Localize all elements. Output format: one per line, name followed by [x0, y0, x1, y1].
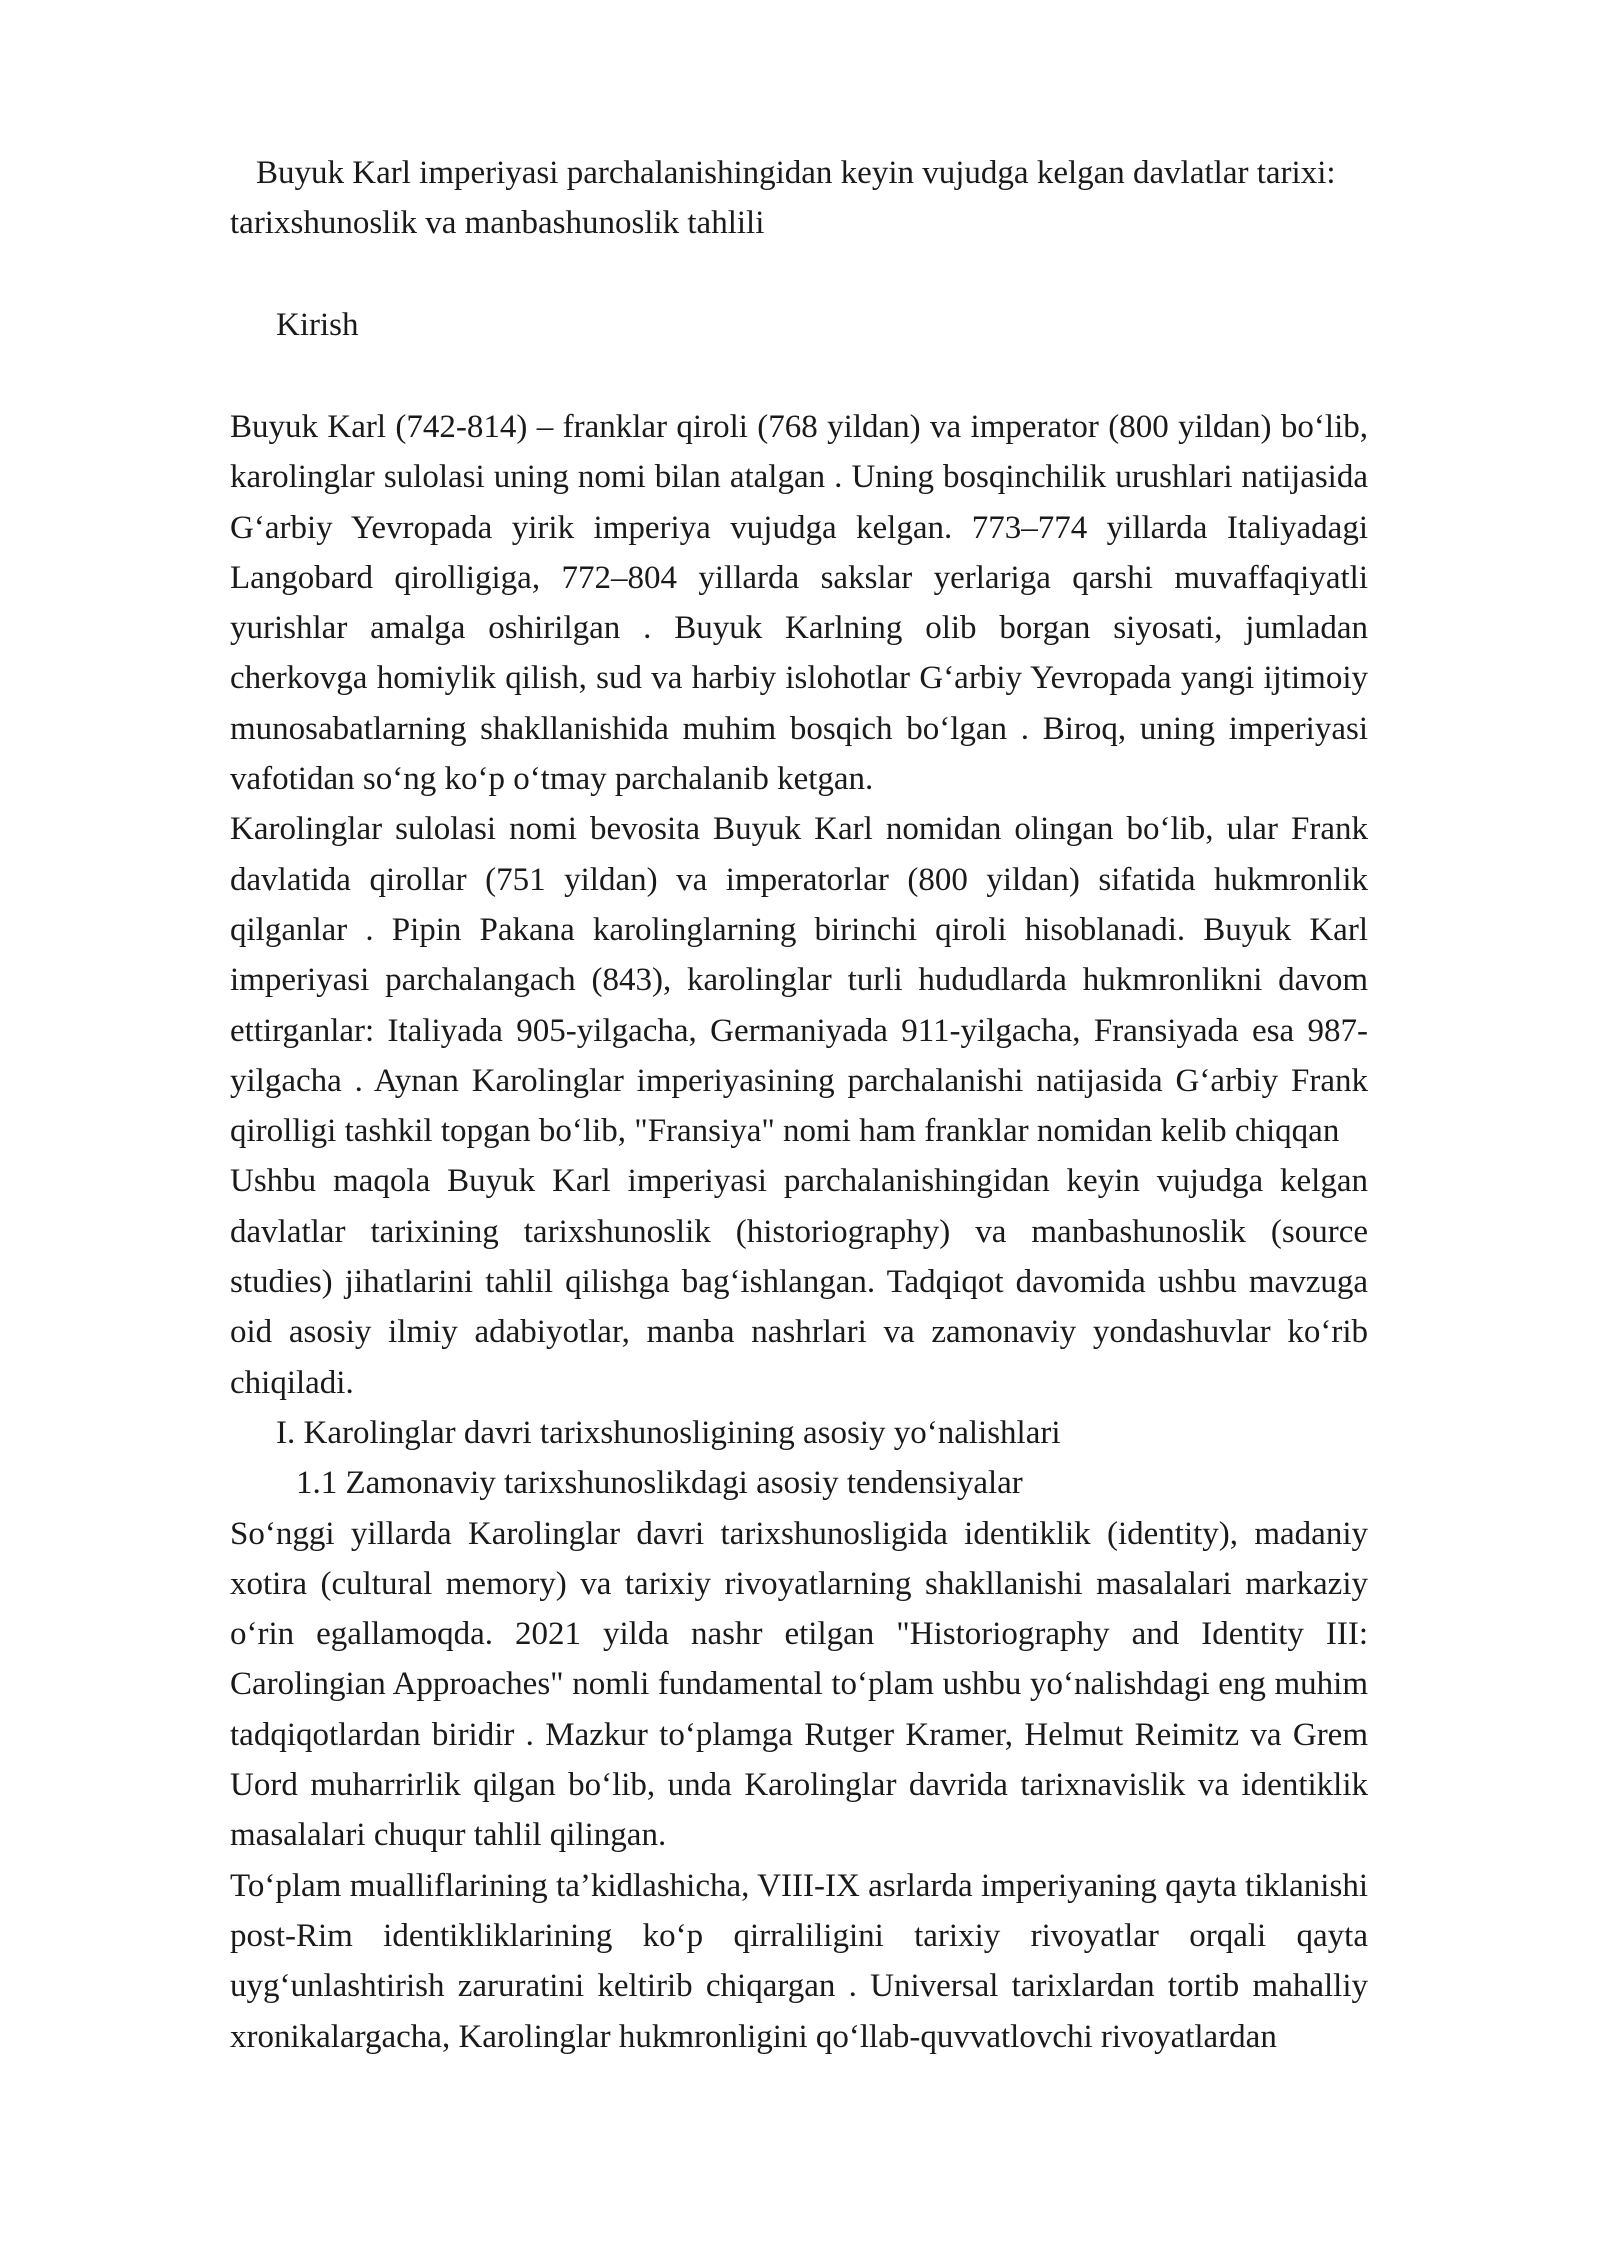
paragraph-2: Karolinglar sulolasi nomi bevosita Buyuk Karl nomidan olingan bo‘lib, ular Frank davlatida qirollar (751 yildan) va imperatorlar (800 yildan) sifatida hukmronlik qilganlar . Pipin Pakana karolinglarning birinchi qiroli hisoblanadi. Buyuk Karl imperiyasi parchalangach (843), karolinglar turli hududlarda hukmronlikni davom ettirganlar: Italiyada 905-yilgacha, Germaniyada 911-yilgacha, Fransiyada esa 987-yilgacha . Aynan Karolinglar imperiyasining parchalanishi natijasida G‘arbiy Frank qirolligi tashkil topgan bo‘lib, "Fransiya" nomi ham franklar nomidan kelib chiqqan	[230, 811, 1368, 1150]
paragraph-1: Buyuk Karl (742-814) – franklar qiroli (768 yildan) va imperator (800 yildan) bo‘lib, karolinglar sulolasi uning nomi bilan atalgan . Uning bosqinchilik urushlari natijasida G‘arbiy Yevropada yirik imperiya vujudga kelgan. 773–774 yillarda Italiyadagi Langobard qirolligiga, 772–804 yillarda sakslar yerlariga qarshi muvaffaqiyatli yurishlar amalga oshirilgan . Buyuk Karlning olib borgan siyosati, jumladan cherkovga homiylik qilish, sud va harbiy islohotlar G‘arbiy Yevropada yangi ijtimoiy munosabatlarning shakllanishida muhim bosqich bo‘lgan . Biroq, uning imperiyasi vafotidan so‘ng ko‘p o‘tmay parchalanib ketgan.	[230, 409, 1368, 798]
document-body	[230, 402, 1368, 2062]
section-heading: I. Karolinglar davri tarixshunosligining asosiy yo‘nalishlari	[276, 1414, 1061, 1451]
paragraph-3: Ushbu maqola Buyuk Karl imperiyasi parchalanishingidan keyin vujudga kelgan davlatlar tarixining tarixshunoslik (historiography) va manbashunoslik (source studies) jihatlarini tahlil qilishga bag‘ishlangan. Tadqiqot davomida ushbu mavzuga oid asosiy ilmiy adabiyotlar, manba nashrlari va zamonaviy yondashuvlar ko‘rib chiqiladi.	[230, 1163, 1368, 1401]
section-paragraph-2: To‘plam mualliflarining ta’kidlashicha, VIII-IX asrlarda imperiyaning qayta tiklanishi post-Rim identikliklarining ko‘p qirraliligini tarixiy rivoyatlar orqali qayta uyg‘unlashtirish zaruratini keltirib chiqargan . Universal tarixlardan tortib mahalliy xronikalargacha, Karolinglar hukmronligini qo‘llab-quvvatlovchi rivoyatlardan	[230, 1867, 1368, 2055]
intro-heading: Kirish	[276, 307, 359, 343]
section-paragraph-1: So‘nggi yillarda Karolinglar davri tarixshunosligida identiklik (identity), madaniy xotira (cultural memory) va tarixiy rivoyatlarning shakllanishi masalalari markaziy o‘rin egallamoqda. 2021 yilda nashr etilgan "Historiography and Identity III: Carolingian Approaches" nomli fundamental to‘plam ushbu yo‘nalishdagi eng muhim tadqiqotlardan biridir . Mazkur to‘plamga Rutger Kramer, Helmut Reimitz va Grem Uord muharrirlik qilgan bo‘lib, unda Karolinglar davrida tarixnavislik va identiklik masalalari chuqur tahlil qilingan.	[230, 1515, 1368, 1854]
subsection-heading: 1.1 Zamonaviy tarixshunoslikdagi asosiy tendensiyalar	[296, 1465, 1023, 1502]
document-title: Buyuk Karl imperiyasi parchalanishingidan keyin vujudga kelgan davlatlar tarixi: tarixshunoslik va manbashunoslik tahlili	[230, 155, 1336, 242]
